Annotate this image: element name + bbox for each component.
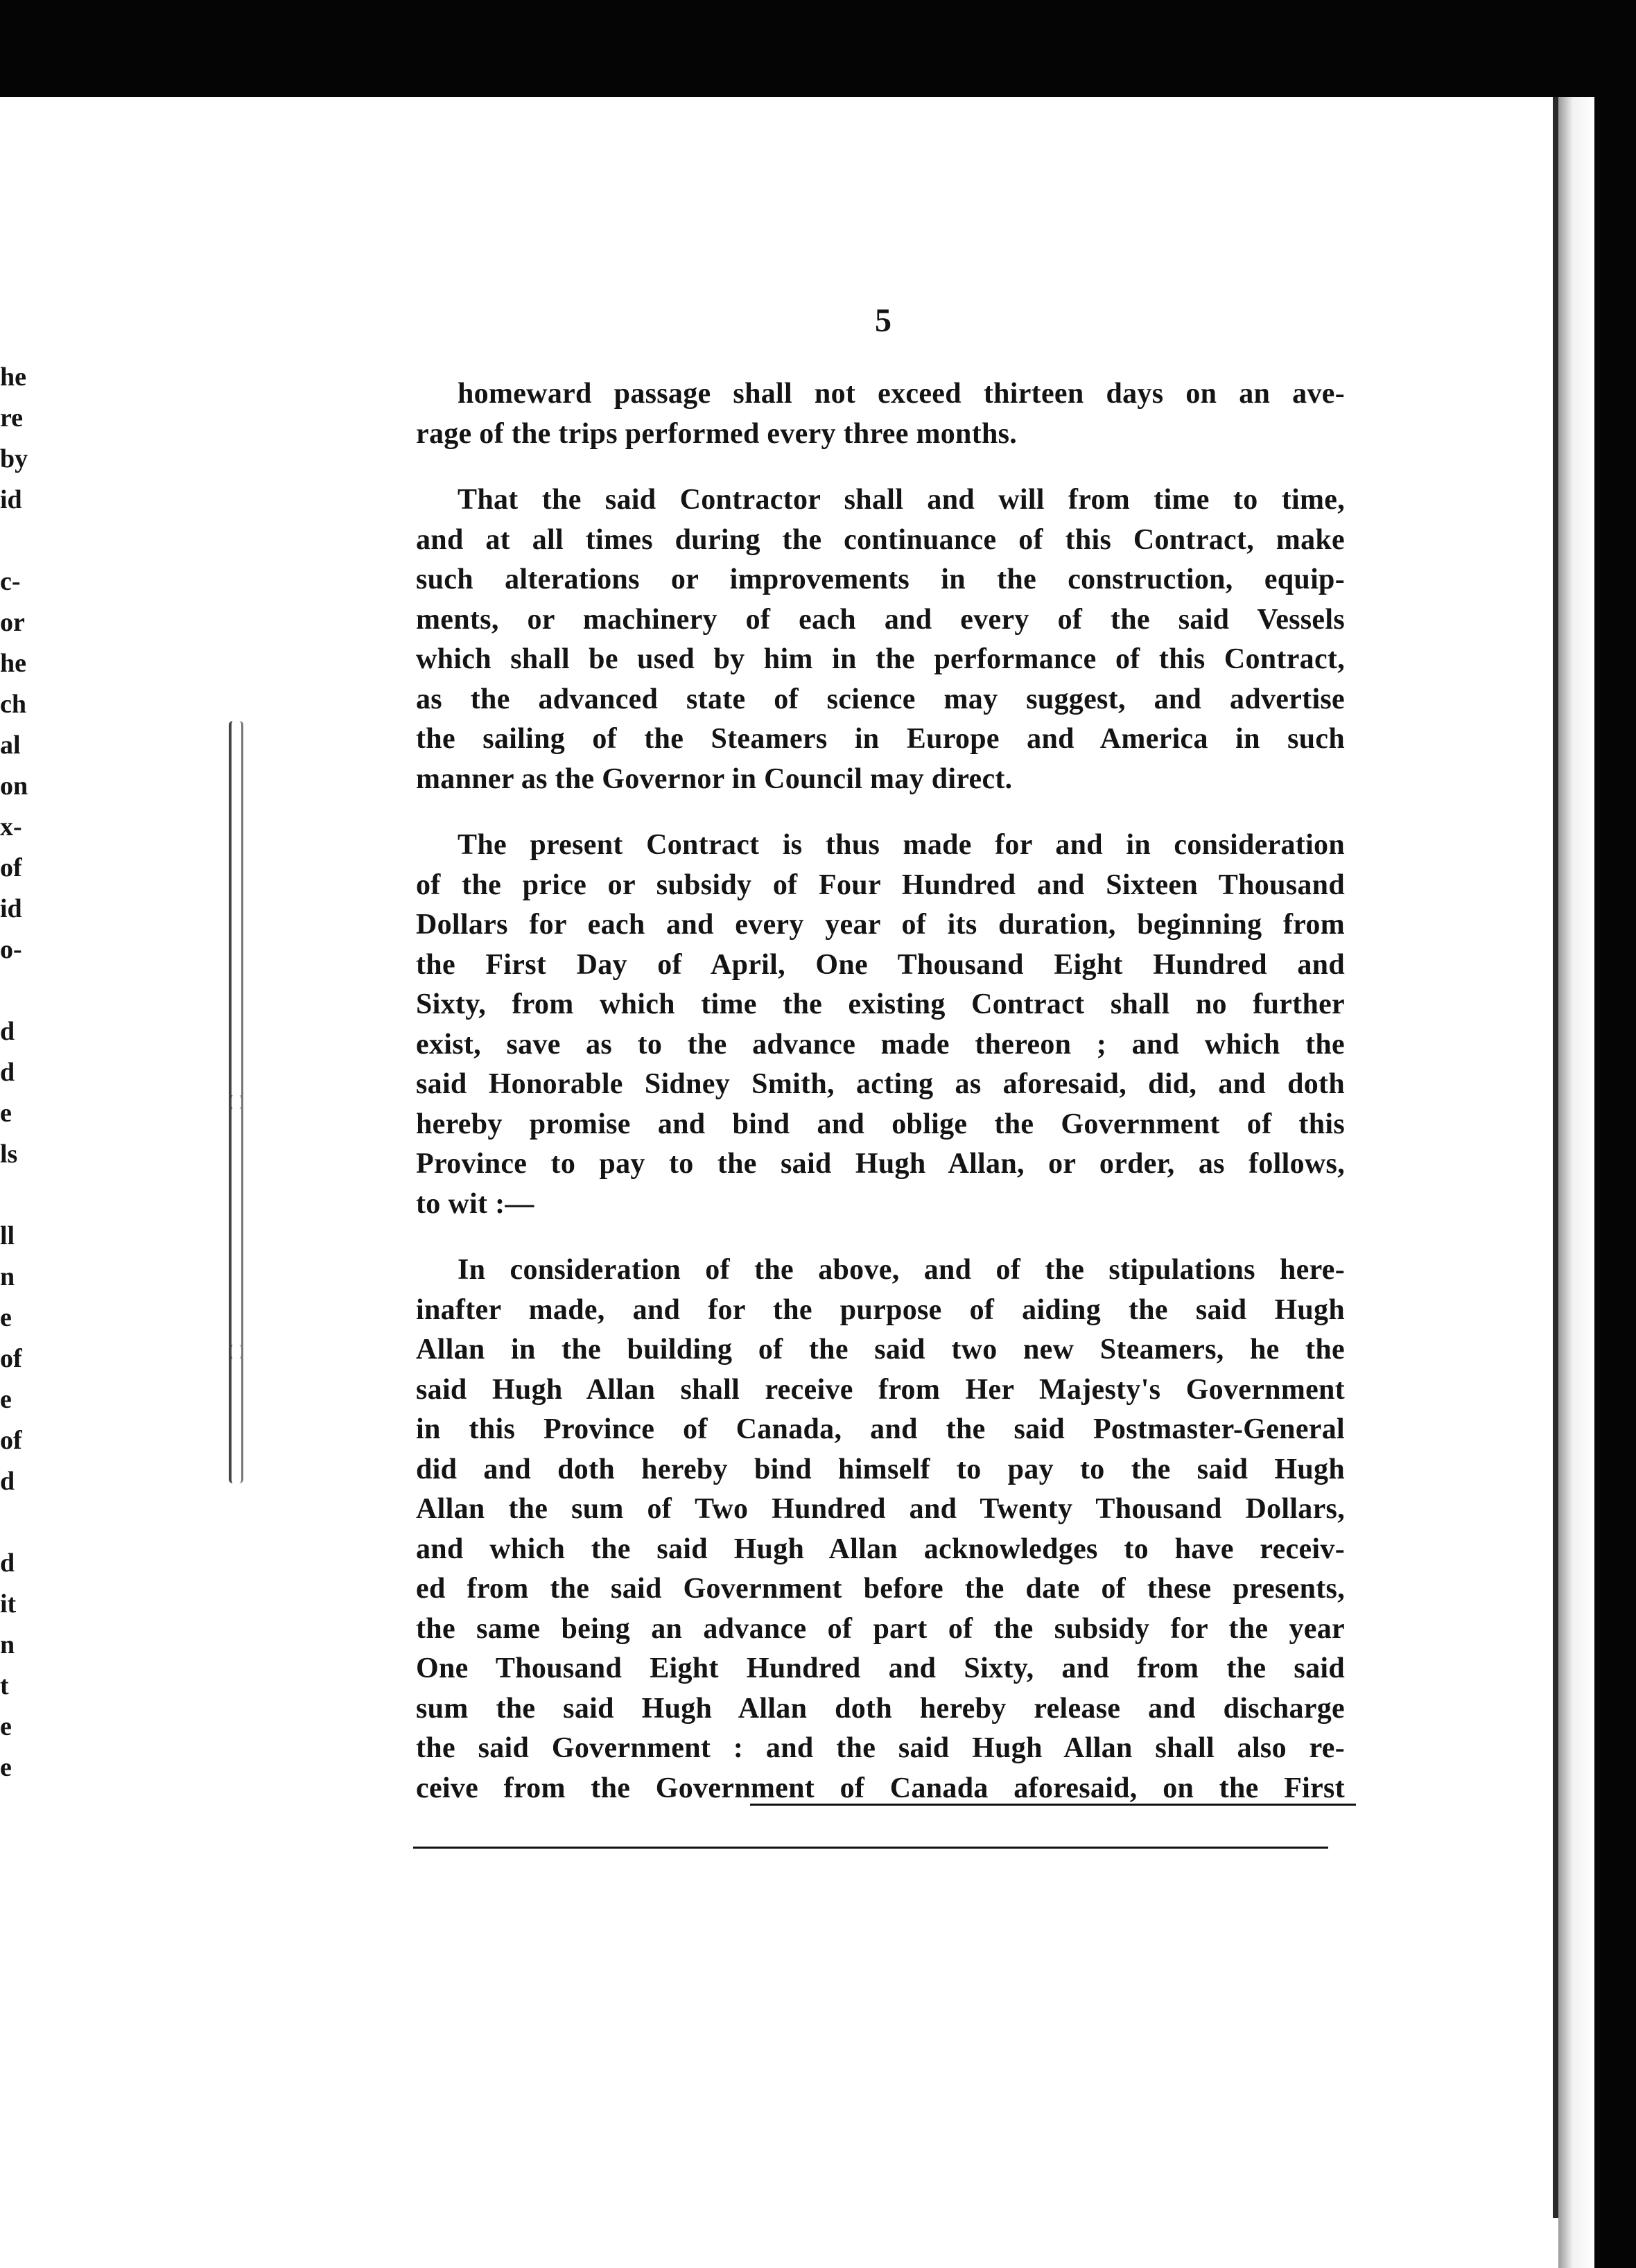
text-line: Allan in the building of the said two new Steamers, he the: [416, 1334, 1345, 1366]
previous-page-fragment: c-: [0, 567, 21, 596]
text-line: rage of the trips performed every three months.: [416, 417, 1018, 450]
previous-page-fragment: al: [0, 731, 21, 760]
paragraph-2: [416, 480, 1345, 799]
previous-page-fragment: e: [0, 1712, 12, 1741]
previous-page-edge-text: [0, 357, 42, 1788]
text-line: ments, or machinery of each and every of the said Vessels: [416, 603, 1345, 636]
previous-page-fragment: e: [0, 1753, 12, 1782]
previous-page-fragment: of: [0, 853, 22, 882]
text-line: to wit :—: [416, 1187, 534, 1220]
binding-thread-middle: [229, 1095, 243, 1359]
paragraph-4: [416, 1250, 1345, 1808]
document-body: [416, 374, 1345, 1808]
previous-page-fragment: it: [0, 1589, 17, 1619]
text-line: as the advanced state of science may suggest, and advertise: [416, 683, 1345, 715]
text-line: Sixty, from which time the existing Contract shall no further: [416, 988, 1345, 1020]
scan-border-right: [1594, 0, 1636, 2268]
text-line: the sailing of the Steamers in Europe and America in such: [416, 723, 1345, 755]
text-line: hereby promise and bind and oblige the Government of this: [416, 1108, 1345, 1140]
scan-border-top: [0, 0, 1636, 97]
previous-page-fragment: [0, 1175, 42, 1216]
previous-page-fragment: by: [0, 444, 28, 473]
text-line: In consideration of the above, and of the stipulations here-: [458, 1254, 1345, 1286]
previous-page-fragment: on: [0, 771, 28, 801]
text-line: of the price or subsidy of Four Hundred and Sixteen Thousand: [416, 869, 1345, 901]
previous-page-fragment: t: [0, 1671, 9, 1700]
previous-page-fragment: o-: [0, 935, 22, 964]
previous-page-fragment: x-: [0, 812, 22, 841]
text-line: homeward passage shall not exceed thirteen days on an ave-: [458, 378, 1345, 410]
previous-page-fragment: or: [0, 608, 25, 637]
text-segment: the said Government :: [416, 1732, 766, 1764]
previous-page-fragment: d: [0, 1058, 15, 1087]
previous-page-fragment: ls: [0, 1140, 18, 1169]
previous-page-fragment: d: [0, 1017, 15, 1046]
text-line: and at all times during the continuance of this Contract, make: [416, 523, 1345, 556]
text-line: said Hugh Allan shall receive from Her Majesty's Government: [416, 1373, 1345, 1406]
previous-page-fragment: [0, 970, 42, 1011]
text-line: the same being an advance of part of the subsidy for the year: [416, 1612, 1345, 1645]
text-line: exist, save as to the advance made thereon ; and which the: [416, 1028, 1345, 1061]
underlined-text-segment: and the said Hugh Allan shall also re-: [765, 1732, 1346, 1764]
underline-rule-2: [413, 1847, 1328, 1849]
previous-page-fragment: n: [0, 1262, 15, 1291]
paragraph-3: [416, 826, 1345, 1224]
text-line: ed from the said Government before the date of these presents,: [416, 1573, 1345, 1605]
previous-page-fragment: [0, 521, 42, 561]
page-edge-shadow: [1558, 97, 1594, 2268]
previous-page-fragment: ll: [0, 1221, 15, 1250]
text-line: and which the said Hugh Allan acknowledges to have receiv-: [416, 1533, 1345, 1565]
page-number: 5: [875, 302, 891, 339]
binding-thread: [220, 707, 248, 1504]
previous-page-fragment: e: [0, 1099, 12, 1128]
previous-page-fragment: id: [0, 485, 22, 514]
text-line: did and doth hereby bind himself to pay to the said Hugh: [416, 1453, 1345, 1485]
text-line: [416, 1729, 1345, 1769]
text-line: Allan the sum of Two Hundred and Twenty Thousand Dollars,: [416, 1493, 1345, 1525]
text-line: sum the said Hugh Allan doth hereby release and discharge: [416, 1692, 1345, 1725]
text-line: said Honorable Sidney Smith, acting as aforesaid, did, and doth: [416, 1068, 1345, 1100]
previous-page-fragment: [0, 1502, 42, 1543]
binding-thread-upper: [229, 721, 243, 1109]
previous-page-fragment: d: [0, 1467, 15, 1496]
underline-rule-1: [750, 1804, 1356, 1806]
text-line: Dollars for each and every year of its duration, beginning from: [416, 909, 1345, 941]
previous-page-fragment: he: [0, 363, 26, 392]
previous-page-fragment: of: [0, 1426, 22, 1455]
previous-page-fragment: re: [0, 403, 24, 433]
previous-page-fragment: ch: [0, 690, 26, 719]
binding-thread-lower: [229, 1345, 243, 1483]
text-line: That the said Contractor shall and will from time to time,: [458, 484, 1345, 516]
text-line: in this Province of Canada, and the said Postmaster-General: [416, 1413, 1345, 1445]
previous-page-fragment: d: [0, 1549, 15, 1578]
paragraph-1: [416, 374, 1345, 454]
text-line: ceive from the Government of Canada aforesaid, on the First: [416, 1772, 1345, 1804]
text-line: inafter made, and for the purpose of aiding the said Hugh: [416, 1293, 1345, 1326]
previous-page-fragment: e: [0, 1303, 12, 1332]
text-line: One Thousand Eight Hundred and Sixty, and from the said: [416, 1652, 1345, 1684]
text-line: the First Day of April, One Thousand Eight Hundred and: [416, 948, 1345, 981]
text-line: The present Contract is thus made for and in consideration: [458, 829, 1345, 861]
text-line: manner as the Governor in Council may direct.: [416, 762, 1013, 795]
text-line: such alterations or improvements in the construction, equip-: [416, 564, 1345, 595]
text-line: which shall be used by him in the performance of this Contract,: [416, 643, 1345, 675]
page-edge: [1553, 97, 1558, 2218]
previous-page-fragment: of: [0, 1344, 22, 1373]
previous-page-fragment: he: [0, 649, 26, 678]
text-line: Province to pay to the said Hugh Allan, or order, as follows,: [416, 1148, 1345, 1180]
previous-page-fragment: n: [0, 1630, 15, 1659]
previous-page-fragment: e: [0, 1385, 12, 1414]
previous-page-fragment: id: [0, 894, 22, 923]
